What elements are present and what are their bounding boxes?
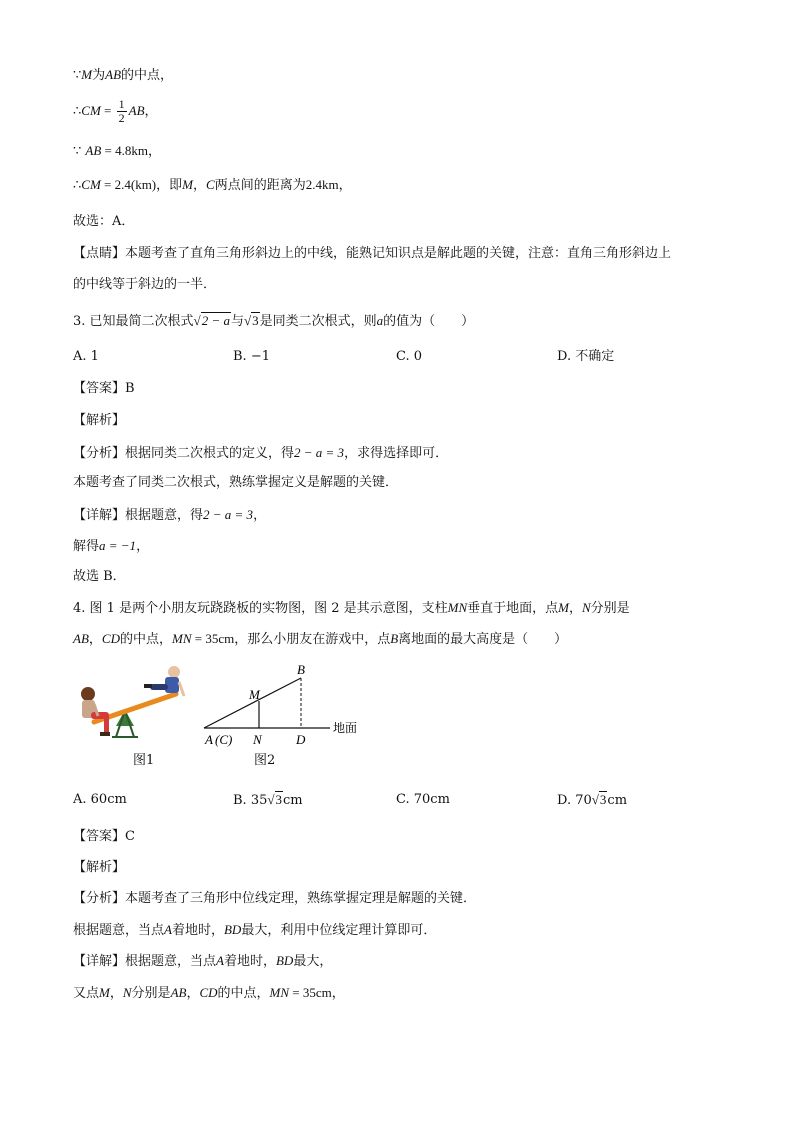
question-4-stem-2: AB，CD的中点，MN = 35cm，那么小朋友在游戏中，点B离地面的最大高度是（ ） [73,631,568,647]
seesaw-diagram [200,664,370,748]
q4-option-a: A. 60cm [73,792,127,807]
q4-answer: 【答案】C [73,829,135,844]
line-note-2: 的中线等于斜边的一半． [73,277,217,292]
label-b: B [297,664,305,677]
figure-1-caption: 图1 [133,753,155,768]
q3-option-a: A. 1 [73,349,99,364]
sqrt-3-d: √3 [591,792,607,807]
line-m-midpoint: ∵M为AB的中点， [73,67,174,83]
label-ground: 地面 [333,721,358,735]
q3-fenxi: 【分析】根据同类二次根式的定义，得2 − a = 3，求得选择即可． [73,445,449,461]
q3-solve: 解得a = −1， [73,538,150,554]
q4-option-d: D. 70√3cm [557,792,628,808]
question-3-stem: 3. 已知最简二次根式√2 − a与√3是同类二次根式，则a的值为（ ） [73,313,475,329]
line-ab-value: ∵ AB = 4.8km， [73,143,162,159]
q3-summary: 本题考查了同类二次根式，熟练掌握定义是解题的关键． [73,475,399,490]
q4-analysis: 【解析】 [73,860,126,875]
q3-choose: 故选 B． [73,569,126,584]
q4-detail: 【详解】根据题意，当点A着地时，BD最大， [73,953,333,969]
q3-detail: 【详解】根据题意，得2 − a = 3， [73,507,267,523]
q3-option-b: B. −1 [233,349,270,364]
label-d: D [296,732,306,747]
q4-option-b: B. 35√3cm [233,792,303,808]
q3-option-d: D. 不确定 [557,349,615,364]
plank-ab [204,678,301,728]
sqrt-3: √3 [243,313,259,328]
label-c: (C) [215,732,233,747]
fraction-half: $\frac{1}{2}$ [118,97,125,125]
figure-2-caption: 图2 [254,753,276,768]
sqrt-2-minus-a: √2 − a [193,313,230,328]
q4-fenxi: 【分析】本题考查了三角形中位线定理，熟练掌握定理是解题的关键． [73,891,477,906]
label-a: A [205,732,213,747]
label-m: M [249,687,260,702]
line-note-1: 【点睛】本题考查了直角三角形斜边上的中线，能熟记知识点是解此题的关键，注意：直角三角形斜边上 [73,246,672,261]
sqrt-3-b: √3 [267,792,283,807]
q3-option-c: C. 0 [396,349,423,364]
q3-answer: 【答案】B [73,381,135,396]
q3-analysis: 【解析】 [73,413,126,428]
line-choose-a: 故选：A． [73,214,135,229]
seesaw-photo [76,664,188,746]
q4-option-c: C. 70cm [396,792,450,807]
line-cm-value: ∴CM = 2.4(km)，即M，C两点间的距离为2.4km， [73,177,352,193]
label-n: N [253,732,262,747]
q4-last-line: 又点M，N分别是AB，CD的中点，MN = 35cm， [73,985,345,1001]
question-4-stem-1: 4. 图 1 是两个小朋友玩跷跷板的实物图，图 2 是其示意图，支柱MN垂直于地面，点M，N分别是 [73,600,630,616]
line-cm-half-ab: ∴CM = $\frac{1}{2}$ AB， [73,97,158,125]
q4-hint: 根据题意，当点A着地时，BD最大，利用中位线定理计算即可． [73,922,437,938]
